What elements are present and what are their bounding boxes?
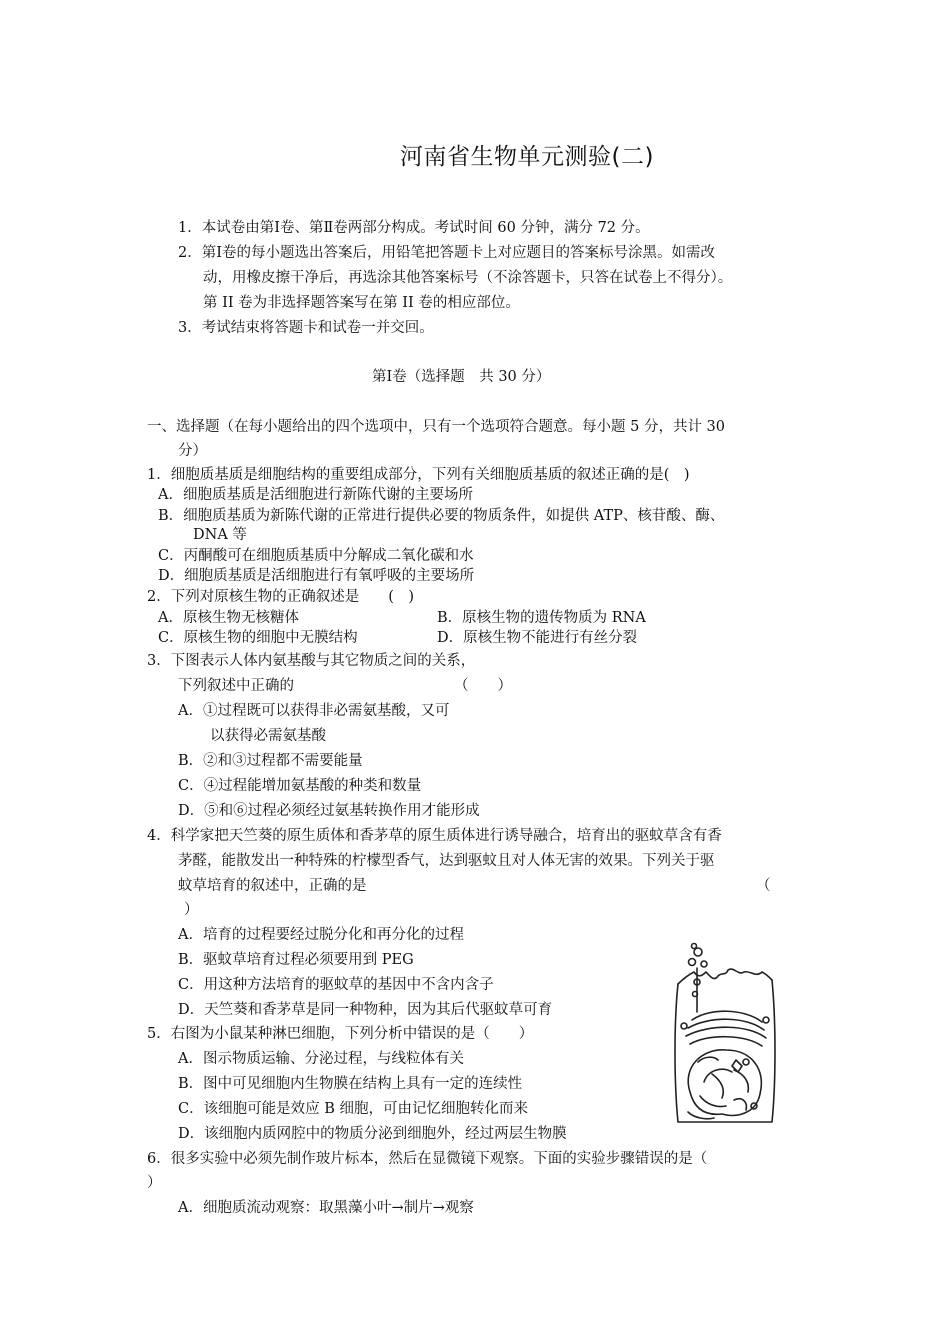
- q4-stem-cont2: 蚊草培育的叙述中，正确的是: [178, 878, 367, 894]
- q3-option-d: D．⑤和⑥过程必须经过氨基转换作用才能形成: [178, 803, 480, 819]
- q2-option-d: D．原核生物不能进行有丝分裂: [437, 630, 638, 646]
- q3-stem: 3．下图表示人体内氨基酸与其它物质之间的关系，: [147, 653, 476, 669]
- q4-option-b: B．驱蚊草培育过程必须要用到 PEG: [178, 952, 414, 968]
- page-title: 河南省生物单元测验(二): [400, 144, 654, 170]
- lymphocyte-cell-figure: [664, 942, 782, 1126]
- instruction-2-cont2: 第 II 卷为非选择题答案写在第 II 卷的相应部位。: [203, 295, 520, 311]
- q2-option-c: C．原核生物的细胞中无膜结构: [158, 630, 358, 646]
- q6-stem: 6．很多实验中必须先制作玻片标本，然后在显微镜下观察。下面的实验步骤错误的是（: [147, 1151, 708, 1167]
- instruction-2-cont: 动，用橡皮擦干净后，再选涂其他答案标号（不涂答题卡，只答在试卷上不得分）。: [203, 270, 733, 286]
- instruction-3: 3．考试结束将答题卡和试卷一并交回。: [178, 320, 434, 336]
- instruction-2: 2．第Ⅰ卷的每小题选出答案后，用铅笔把答题卡上对应题目的答案标号涂黑。如需改: [178, 245, 715, 261]
- section-title: 第Ⅰ卷（选择题 共 30 分）: [372, 369, 551, 385]
- q6-stem-cont: ）: [147, 1175, 162, 1191]
- q2-stem: 2．下列对原核生物的正确叙述是 ( ): [147, 589, 415, 605]
- q4-option-c: C．用这种方法培育的驱蚊草的基因中不含内含子: [178, 977, 494, 993]
- q5-option-c: C．该细胞可能是效应 B 细胞，可由记忆细胞转化而来: [178, 1101, 528, 1117]
- q1-option-a: A．细胞质基质是活细胞进行新陈代谢的主要场所: [158, 487, 473, 503]
- q5-option-a: A．图示物质运输、分泌过程，与线粒体有关: [178, 1051, 464, 1067]
- q3-option-a: A．①过程既可以获得非必需氨基酸，又可: [178, 703, 450, 719]
- q5-option-b: B．图中可见细胞内生物膜在结构上具有一定的连续性: [178, 1076, 523, 1092]
- q1-option-b: B．细胞质基质为新陈代谢的正常进行提供必要的物质条件，如提供 ATP、核苷酸、酶、: [158, 508, 725, 524]
- q1-option-d: D．细胞质基质是活细胞进行有氧呼吸的主要场所: [158, 568, 475, 584]
- q6-option-a: A．细胞质流动观察：取黑藻小叶→制片→观察: [178, 1200, 474, 1216]
- q4-stem-cont: 茅醛，能散发出一种特殊的柠檬型香气，达到驱蚊且对人体无害的效果。下列关于驱: [178, 853, 715, 869]
- part-heading-cont: 分）: [178, 443, 207, 459]
- q1-option-c: C．丙酮酸可在细胞质基质中分解成二氧化碳和水: [158, 548, 474, 564]
- q4-paren-open: （: [756, 878, 771, 894]
- q3-stem-cont: 下列叙述中正确的: [178, 678, 294, 694]
- q3-answer-paren: （ ）: [454, 678, 512, 694]
- q5-stem: 5．右图为小鼠某种淋巴细胞，下列分析中错误的是（ ）: [147, 1026, 534, 1042]
- q3-option-b: B．②和③过程都不需要能量: [178, 753, 363, 769]
- q1-stem: 1．细胞质基质是细胞结构的重要组成部分，下列有关细胞质基质的叙述正确的是( ): [147, 467, 690, 483]
- q4-option-a: A．培育的过程要经过脱分化和再分化的过程: [178, 927, 464, 943]
- q1-option-b-cont: DNA 等: [193, 527, 247, 543]
- part-heading: 一、选择题（在每小题给出的四个选项中，只有一个选项符合题意。每小题 5 分，共计 30: [147, 419, 725, 435]
- q3-option-a-cont: 以获得必需氨基酸: [210, 728, 326, 744]
- q2-option-a: A．原核生物无核糖体: [158, 610, 299, 626]
- q4-stem: 4．科学家把天竺葵的原生质体和香茅草的原生质体进行诱导融合，培育出的驱蚊草含有香: [147, 828, 722, 844]
- q4-option-d: D．天竺葵和香茅草是同一种物种，因为其后代驱蚊草可育: [178, 1002, 553, 1018]
- q3-option-c: C．④过程能增加氨基酸的种类和数量: [178, 778, 422, 794]
- q5-option-d: D．该细胞内质网腔中的物质分泌到细胞外，经过两层生物膜: [178, 1126, 567, 1142]
- q4-paren-close: ）: [184, 902, 199, 918]
- instruction-1: 1．本试卷由第Ⅰ卷、第Ⅱ卷两部分构成。考试时间 60 分钟，满分 72 分。: [178, 220, 650, 236]
- q2-option-b: B．原核生物的遗传物质为 RNA: [437, 610, 646, 626]
